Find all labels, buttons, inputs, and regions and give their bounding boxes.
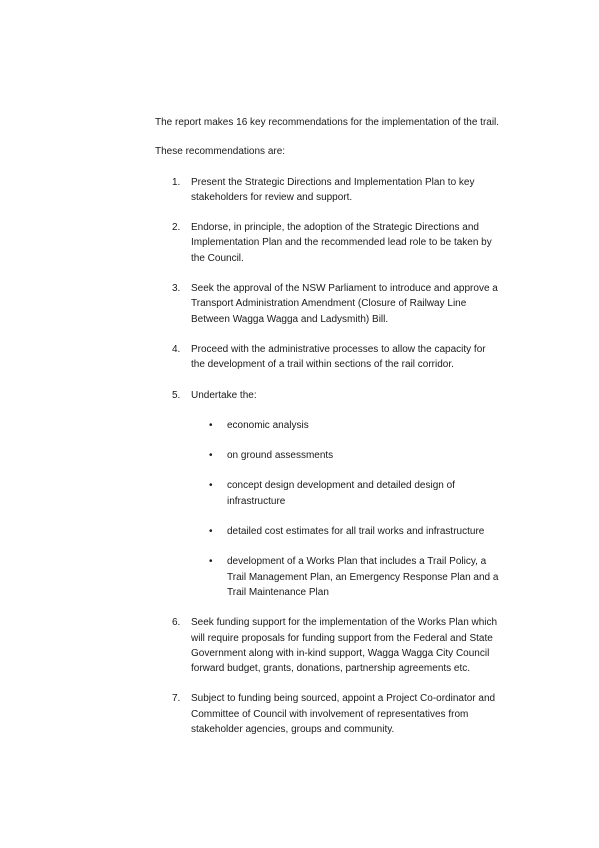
recommendation-number: 2.: [172, 222, 181, 234]
recommendation-number: 5.: [172, 389, 181, 401]
recommendation-text: Endorse, in principle, the adoption of the Strategic Directions and Implementation Plan and the recommended lead role to be taken by the Council.: [191, 222, 492, 264]
bullet-icon: •: [209, 450, 213, 462]
sub-list-text: concept design development and detailed design of infrastructure: [227, 480, 455, 507]
recommendation-number: 3.: [172, 283, 181, 295]
recommendation-number: 6.: [172, 617, 181, 629]
sub-list-item: [191, 554, 500, 600]
sub-list-item: [191, 448, 500, 463]
bullet-icon: •: [209, 480, 213, 492]
recommendation-number: 1.: [172, 176, 181, 188]
sub-list: [191, 418, 500, 600]
recommendation-text: Subject to funding being sourced, appoint a Project Co-ordinator and Committee of Council with involvement of representatives from stakeholder agencies, groups and community.: [191, 693, 496, 736]
sub-list-item: [191, 524, 500, 539]
recommendation-text: Present the Strategic Directions and Implementation Plan to key stakeholders for review and support.: [191, 176, 475, 203]
sub-list-item: [191, 418, 500, 433]
bullet-icon: •: [209, 419, 213, 431]
sub-list-text: economic analysis: [227, 419, 309, 431]
recommendation-item: [155, 175, 500, 206]
recommendation-item: [155, 691, 500, 737]
sub-list-text: detailed cost estimates for all trail works and infrastructure: [227, 526, 485, 538]
recommendation-item: [155, 342, 500, 373]
intro-paragraph: The report makes 16 key recommendations for the implementation of the trail.: [155, 117, 500, 128]
recommendation-item: [155, 281, 500, 327]
recommendation-number: 7.: [172, 693, 181, 705]
sub-list-text: development of a Works Plan that includes a Trail Policy, a Trail Management Plan, an Emergency Response Plan and a Trail Maintenance Plan: [227, 556, 499, 598]
recommendation-number: 4.: [172, 343, 181, 355]
recommendation-item: [155, 388, 500, 601]
document-body: [155, 115, 500, 752]
recommendations-list: [155, 175, 500, 738]
recommendation-text: Proceed with the administrative processes to allow the capacity for the development of a trail within sections of the rail corridor.: [191, 343, 486, 371]
recommendation-item: [155, 220, 500, 266]
recommendation-text: Seek the approval of the NSW Parliament to introduce and approve a Transport Administration Amendment (Closure of Railway Line Between Wagga Wagga and Ladysmith) Bill.: [191, 283, 498, 325]
bullet-icon: •: [209, 556, 213, 568]
sub-list-item: [191, 478, 500, 509]
recommendation-item: [155, 615, 500, 676]
recommendation-text: Seek funding support for the implementation of the Works Plan which will require proposals for funding support from the Federal and State Government along with in-kind support, Wagga Wagga City Council forward budget, grants, donations, partnership agreements etc.: [191, 617, 498, 675]
list-lead-paragraph: These recommendations are:: [155, 146, 286, 158]
recommendation-text: Undertake the:: [191, 389, 257, 401]
bullet-icon: •: [209, 526, 213, 538]
sub-list-text: on ground assessments: [227, 450, 334, 462]
